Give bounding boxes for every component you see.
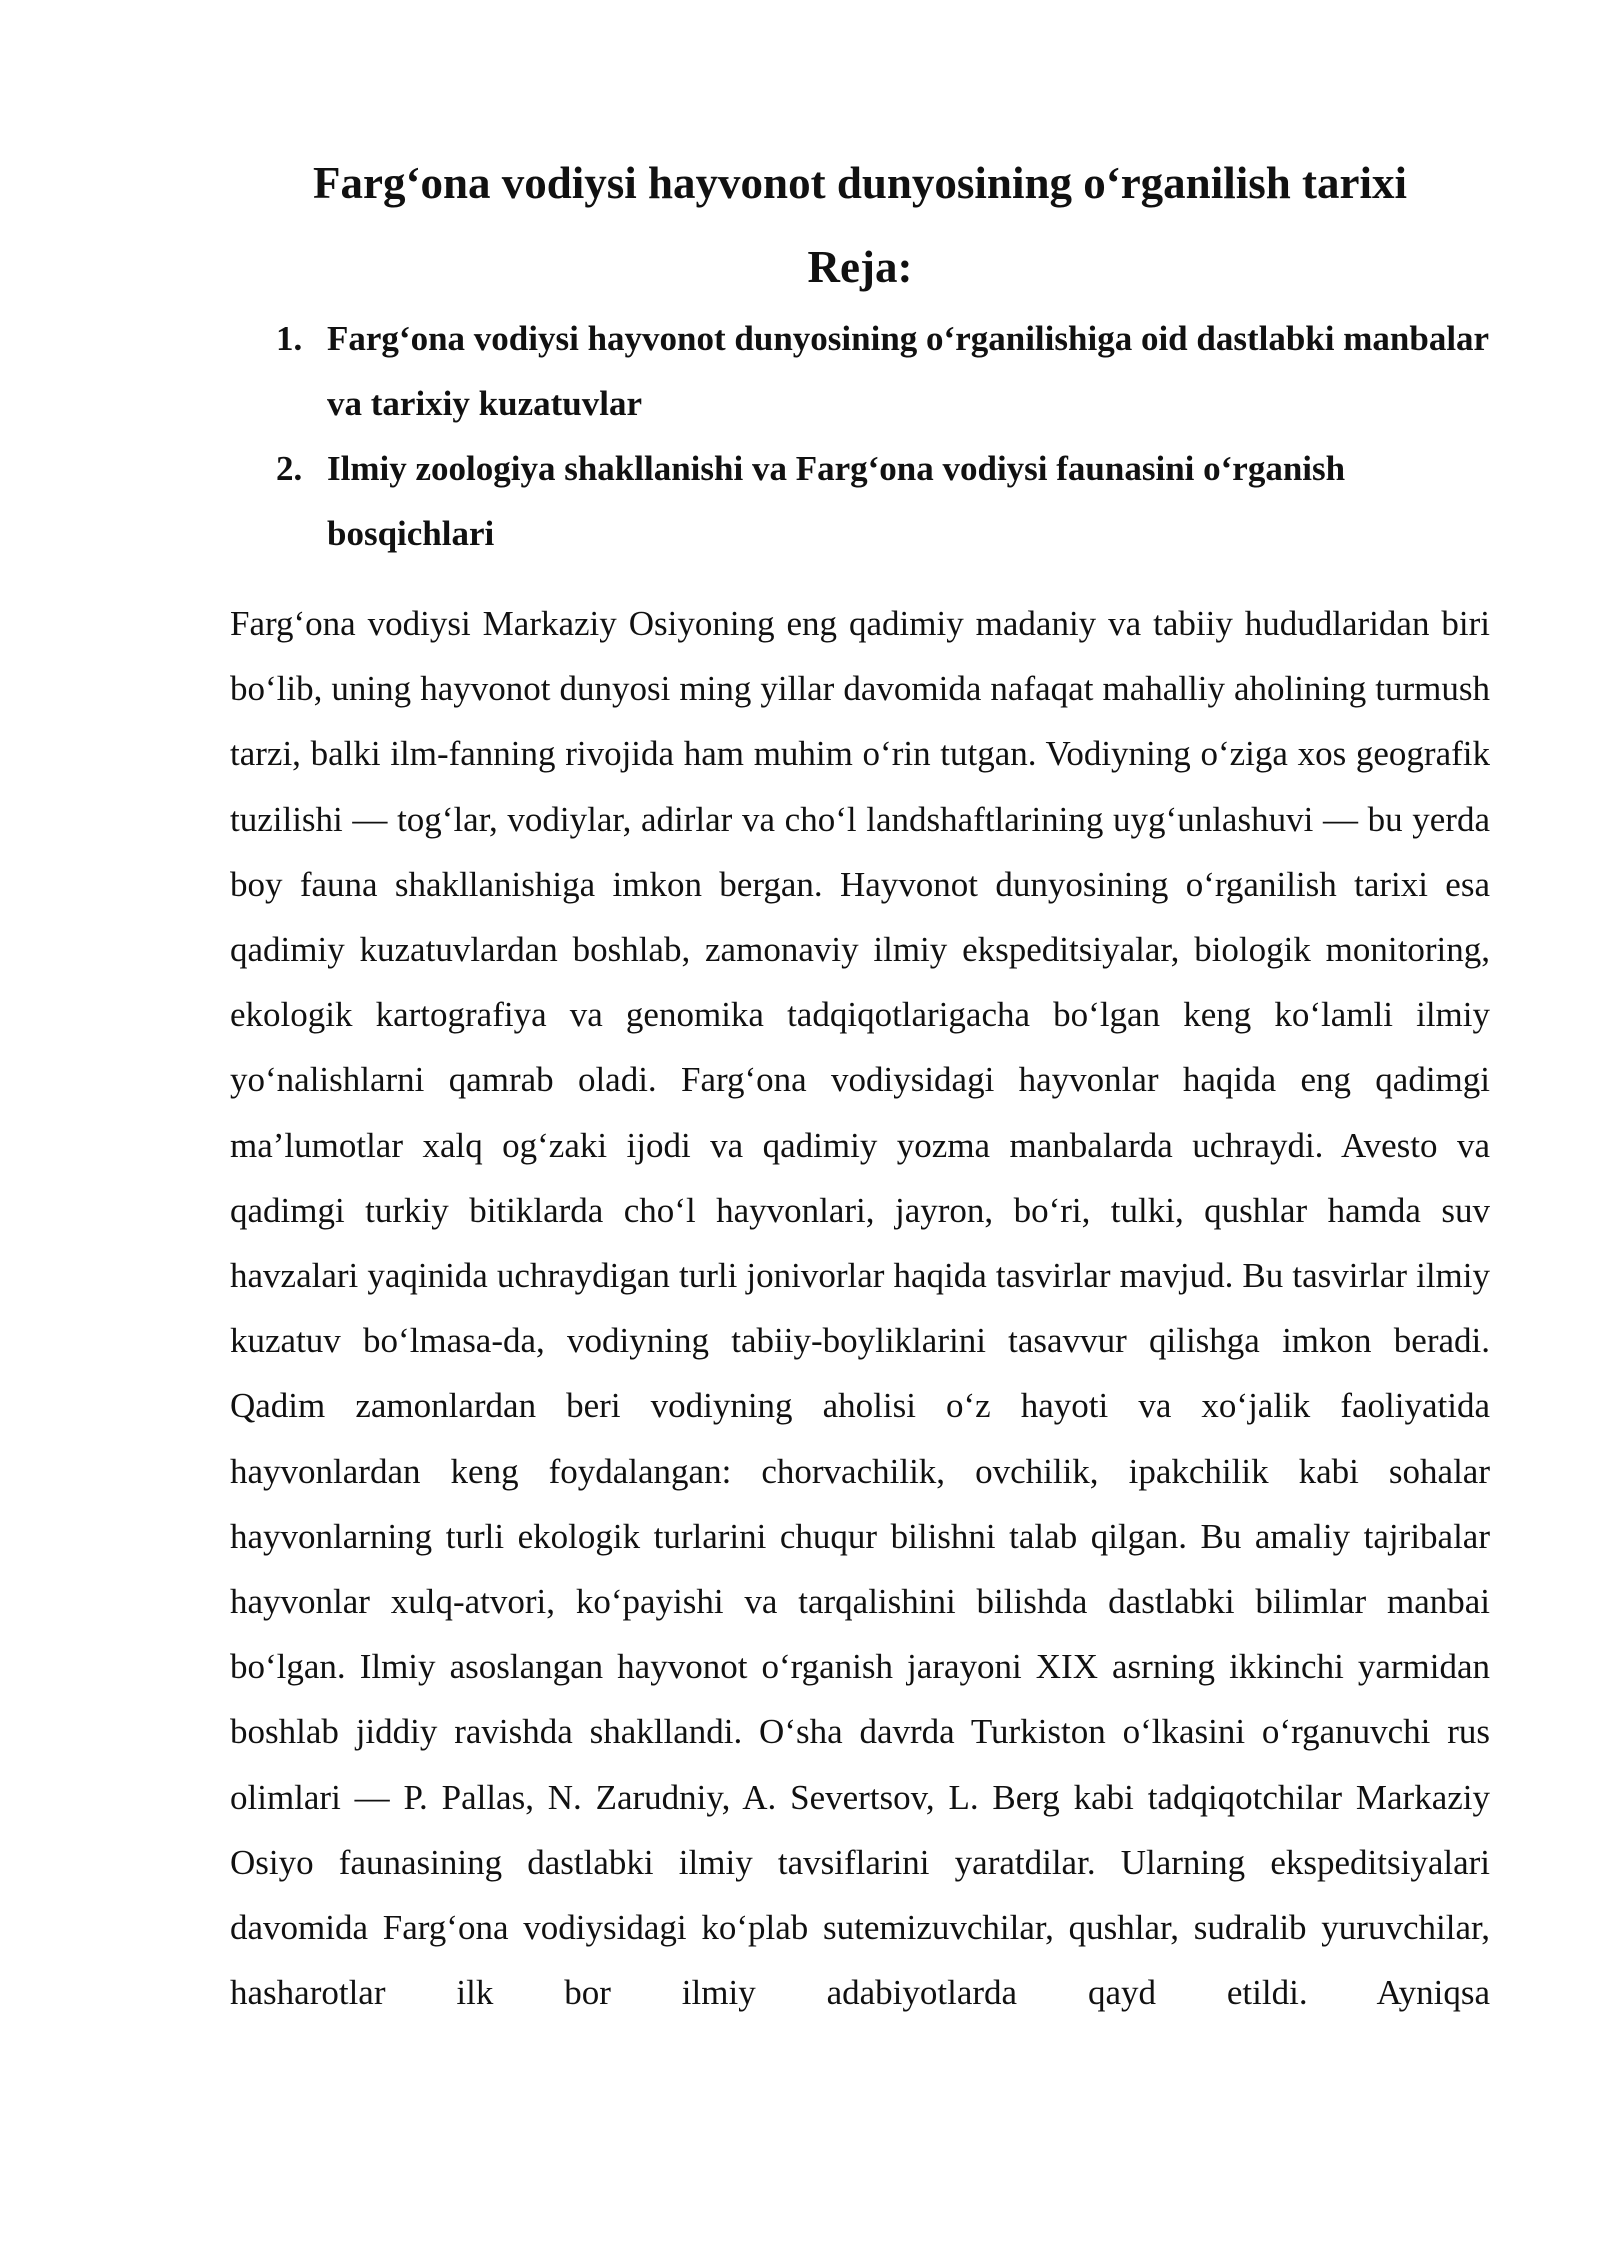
plan-item-number: 2.: [276, 449, 303, 488]
plan-item-text: Farg‘ona vodiysi hayvonot dunyosining o‘rganilishiga oid dastlabki manbalar va tarixiy kuzatuvlar: [327, 319, 1489, 423]
plan-item: [230, 306, 1490, 436]
document-title: Farg‘ona vodiysi hayvonot dunyosining o‘rganilish tarixi: [313, 158, 1407, 208]
plan-item: [230, 436, 1490, 566]
body-paragraph: Farg‘ona vodiysi Markaziy Osiyoning eng qadimiy madaniy va tabiiy hududlaridan biri bo‘lib, uning hayvonot dunyosi ming yillar davomida nafaqat mahalliy aholining turmush tarzi, balki ilm-fanning rivojida ham muhim o‘rin tutgan. Vodiyning o‘ziga xos geografik tuzilishi — tog‘lar, vodiylar, adirlar va cho‘l landshaftlarining uyg‘unlashuvi — bu yerda boy fauna shakllanishiga imkon bergan. Hayvonot dunyosining o‘rganilish tarixi esa qadimiy kuzatuvlardan boshlab, zamonaviy ilmiy ekspeditsiyalar, biologik monitoring, ekologik kartografiya va genomika tadqiqotlarigacha bo‘lgan keng ko‘lamli ilmiy yo‘nalishlarni qamrab oladi. Farg‘ona vodiysidagi hayvonlar haqida eng qadimgi ma’lumotlar xalq og‘zaki ijodi va qadimiy yozma manbalarda uchraydi. Avesto va qadimgi turkiy bitiklarda cho‘l hayvonlari, jayron, bo‘ri, tulki, qushlar hamda suv havzalari yaqinida uchraydigan turli jonivorlar haqida tasvirlar mavjud. Bu tasvirlar ilmiy kuzatuv bo‘lmasa-da, vodiyning tabiiy-boyliklarini tasavvur qilishga imkon beradi. Qadim zamonlardan beri vodiyning aholisi o‘z hayoti va xo‘jalik faoliyatida hayvonlardan keng foydalangan: chorvachilik, ovchilik, ipakchilik kabi sohalar hayvonlarning turli ekologik turlarini chuqur bilishni talab qilgan. Bu amaliy tajribalar hayvonlar xulq-atvori, ko‘payishi va tarqalishini bilishda dastlabki bilimlar manbai bo‘lgan. Ilmiy asoslangan hayvonot o‘rganish jarayoni XIX asrning ikkinchi yarmidan boshlab jiddiy ravishda shakllandi. O‘sha davrda Turkiston o‘lkasini o‘rganuvchi rus olimlari — P. Pallas, N. Zarudniy, A. Severtsov, L. Berg kabi tadqiqotchilar Markaziy Osiyo faunasining dastlabki ilmiy tavsiflarini yaratdilar. Ularning ekspeditsiyalari davomida Farg‘ona vodiysidagi ko‘plab sutemizuvchilar, qushlar, sudralib yuruvchilar, hasharotlar ilk bor ilmiy adabiyotlarda qayd etildi. Ayniqsa: [230, 604, 1490, 2013]
plan-item-number: 1.: [276, 319, 303, 358]
plan-heading: Reja:: [807, 242, 913, 292]
plan-item-text: Ilmiy zoologiya shakllanishi va Farg‘ona vodiysi faunasini o‘rganish bosqichlari: [327, 449, 1346, 553]
plan-list: [230, 306, 1490, 566]
